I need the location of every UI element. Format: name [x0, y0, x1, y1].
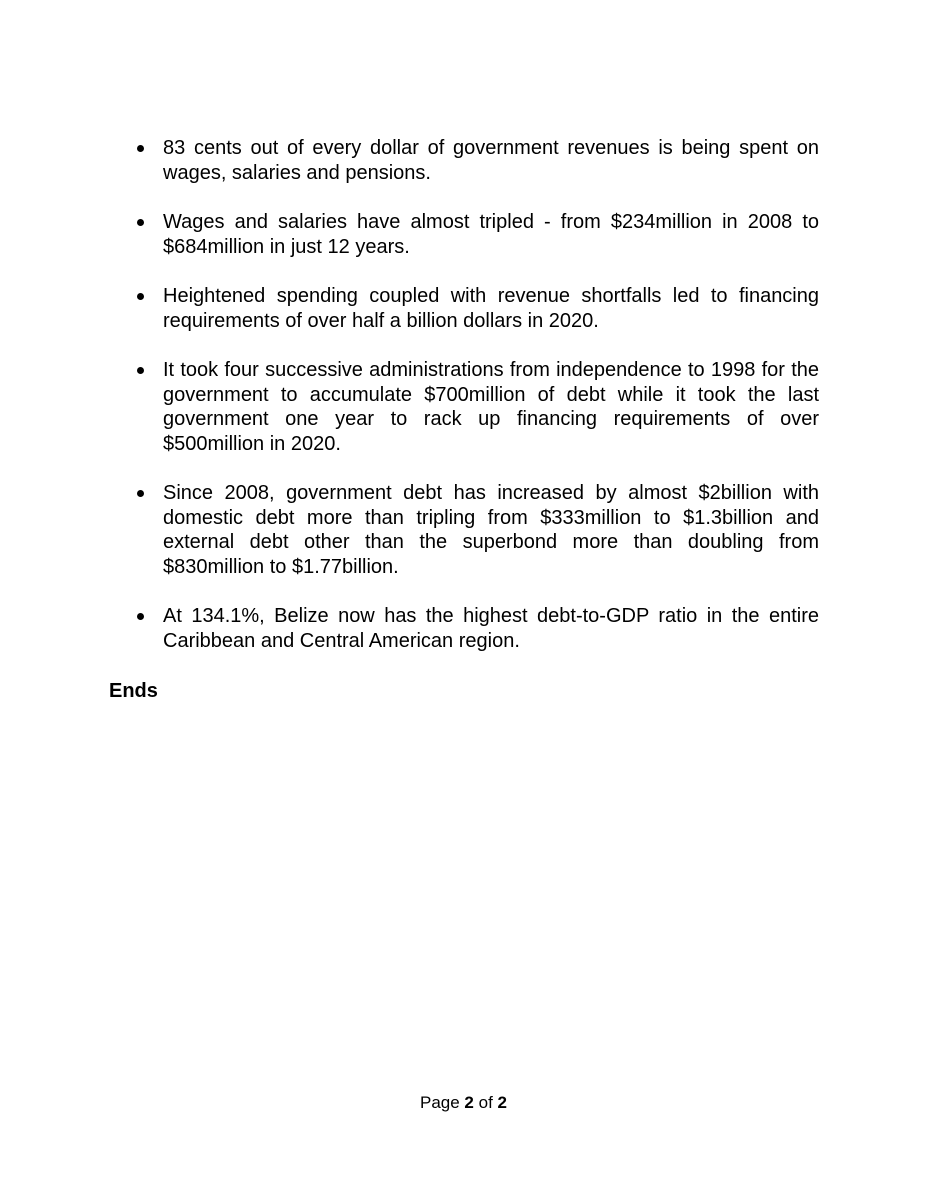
bullet-icon: [137, 490, 144, 497]
bullet-text: Wages and salaries have almost tripled - from $234million in 2008 to $684million in just 12 years.: [163, 211, 819, 258]
bullet-icon: [137, 145, 144, 152]
bullet-icon: [137, 293, 144, 300]
total-page-number: 2: [497, 1093, 508, 1112]
bullet-item: [133, 136, 819, 185]
bullet-item: [133, 604, 819, 653]
bullet-list: [133, 136, 819, 653]
bullet-text: 83 cents out of every dollar of government revenues is being spent on wages, salaries and pensions.: [163, 137, 819, 184]
page-label: Page: [419, 1093, 460, 1112]
of-label: of: [478, 1093, 493, 1112]
bullet-text: At 134.1%, Belize now has the highest debt-to-GDP ratio in the entire Caribbean and Central American region.: [163, 605, 819, 652]
bullet-icon: [137, 613, 144, 620]
bullet-text: Since 2008, government debt has increased by almost $2billion with domestic debt more than tripling from $333million to $1.3billion and external debt other than the superbond more than doubling from $830million to $1.77billion.: [163, 482, 819, 578]
page-footer: [0, 1092, 927, 1114]
bullet-item: [133, 358, 819, 456]
bullet-text: Heightened spending coupled with revenue shortfalls led to financing requirements of over half a billion dollars in 2020.: [163, 285, 819, 332]
closing-text: Ends: [109, 680, 158, 702]
bullet-text: It took four successive administrations from independence to 1998 for the government to accumulate $700million of debt while it took the last government one year to rack up financing requirements of over $500million in 2020.: [163, 359, 819, 455]
bullet-icon: [137, 367, 144, 374]
bullet-item: [133, 210, 819, 259]
bullet-item: [133, 284, 819, 333]
bullet-item: [133, 481, 819, 579]
bullet-icon: [137, 219, 144, 226]
current-page-number: 2: [464, 1093, 474, 1112]
